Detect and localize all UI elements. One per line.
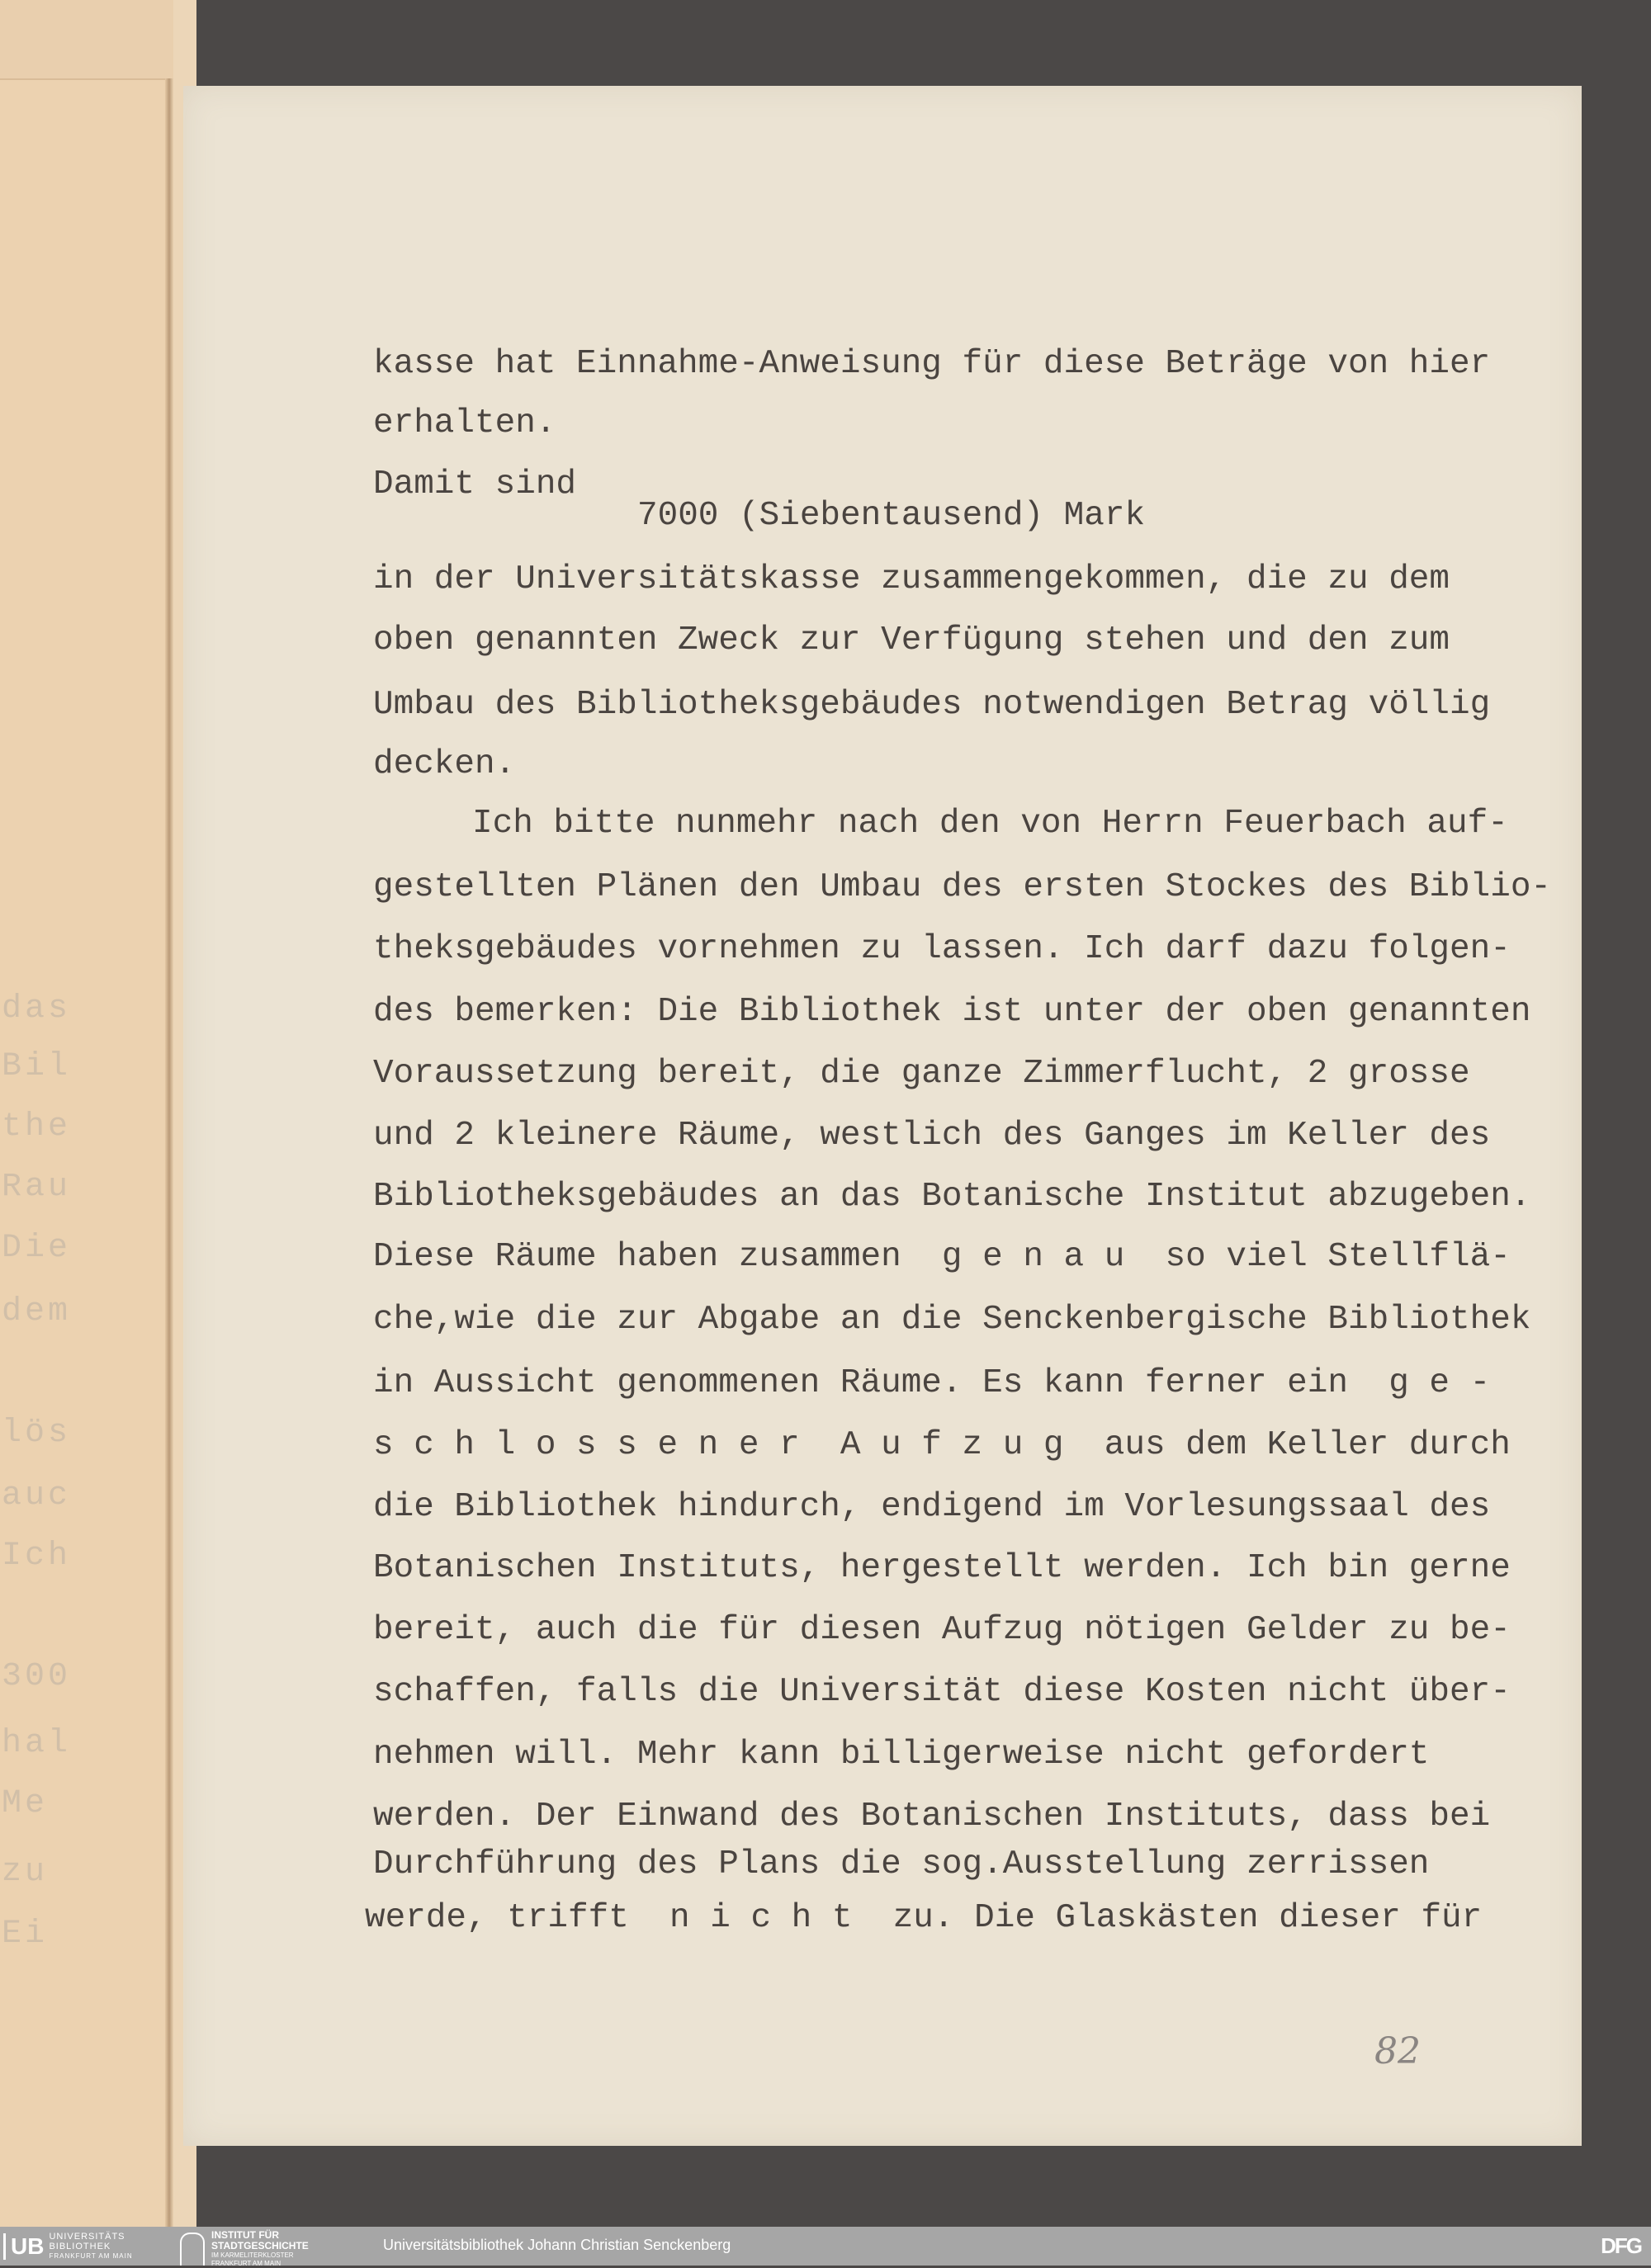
ub-text-line: FRANKFURT AM MAIN — [49, 2252, 133, 2260]
bleed-through-fragment: Ei — [2, 1916, 49, 1953]
bleed-through-fragment: dem — [2, 1293, 72, 1330]
typed-line: des bemerken: Die Bibliothek ist unter der oben genannten — [373, 993, 1531, 1031]
isg-logo-text — [211, 2230, 309, 2268]
typed-line: decken. — [373, 745, 516, 783]
isg-logo[interactable] — [180, 2230, 309, 2268]
typed-line: bereit, auch die für diesen Aufzug nötigen Gelder zu be- — [373, 1611, 1511, 1649]
bleed-through-fragment: hal — [2, 1725, 72, 1762]
ub-logo-text — [49, 2232, 132, 2261]
typed-line: gestellten Plänen den Umbau des ersten Stockes des Biblio- — [373, 868, 1552, 906]
typed-line: oben genannten Zweck zur Verfügung stehen und den zum — [373, 621, 1450, 659]
typed-line: 7000 (Siebentausend) Mark — [637, 497, 1146, 535]
bleed-through-fragment: lös — [2, 1415, 72, 1452]
typed-line: Umbau des Bibliotheksgebäudes notwendigen Betrag völlig — [373, 686, 1491, 724]
isg-text-line: STADTGESCHICHTE — [211, 2240, 309, 2251]
typed-line: in der Universitätskasse zusammengekommen, die zu dem — [373, 560, 1450, 598]
typed-line: Botanischen Instituts, hergestellt werden. Ich bin gerne — [373, 1549, 1511, 1587]
backing-page-top — [0, 0, 196, 80]
typed-line: nehmen will. Mehr kann billigerweise nicht gefordert — [373, 1736, 1430, 1774]
typed-line: werde, trifft n i c h t zu. Die Glaskästen dieser für — [365, 1899, 1483, 1937]
isg-text-line: IM KARMELITERKLOSTER — [211, 2251, 294, 2259]
ub-text-line: UNIVERSITÄTS — [49, 2232, 125, 2242]
isg-text-line: FRANKFURT AM MAIN — [211, 2260, 281, 2267]
typed-line: Bibliotheksgebäudes an das Botanische Institut abzugeben. — [373, 1178, 1531, 1216]
typed-line: erhalten. — [373, 404, 556, 442]
typed-line: werden. Der Einwand des Botanischen Instituts, dass bei — [373, 1798, 1491, 1836]
typed-line: Ich bitte nunmehr nach den von Herrn Feuerbach auf- — [472, 805, 1508, 843]
bleed-through-fragment: Die — [2, 1230, 72, 1267]
typed-line: che,wie die zur Abgabe an die Senckenbergische Bibliothek — [373, 1301, 1531, 1339]
ub-logo-mark: UB — [3, 2233, 44, 2260]
bleed-through-fragment: auc — [2, 1477, 72, 1514]
typed-line: schaffen, falls die Universität diese Kosten nicht über- — [373, 1673, 1511, 1711]
typed-line: die Bibliothek hindurch, endigend im Vorlesungssaal des — [373, 1488, 1491, 1526]
bleed-through-fragment: Me — [2, 1785, 49, 1822]
bleed-through-fragment: Ich — [2, 1538, 72, 1575]
bleed-through-fragment: das — [2, 990, 72, 1028]
arch-icon — [180, 2233, 205, 2266]
typed-line: kasse hat Einnahme-Anweisung für diese Beträge von hier — [373, 345, 1491, 383]
ub-text-line: BIBLIOTHEK — [49, 2242, 111, 2251]
footer-bar — [0, 2227, 1651, 2266]
bleed-through-fragment: the — [2, 1108, 72, 1146]
typed-line: theksgebäudes vornehmen zu lassen. Ich darf dazu folgen- — [373, 930, 1511, 968]
typed-line: Voraussetzung bereit, die ganze Zimmerflucht, 2 grosse — [373, 1055, 1470, 1093]
bleed-through-fragment: Rau — [2, 1169, 72, 1206]
typed-line: Durchführung des Plans die sog.Ausstellung zerrissen — [373, 1845, 1430, 1883]
bleed-through-fragment: 300 — [2, 1658, 72, 1695]
typed-line: Damit sind — [373, 465, 577, 503]
handwritten-page-number: 82 — [1374, 2030, 1421, 2072]
typed-line: in Aussicht genommenen Räume. Es kann ferner ein g e - — [373, 1364, 1491, 1402]
isg-text-line: INSTITUT FÜR — [211, 2229, 279, 2241]
bleed-through-fragment: zu — [2, 1854, 49, 1891]
library-name-link[interactable]: Universitätsbibliothek Johann Christian Senckenberg — [383, 2237, 731, 2253]
typed-line: und 2 kleinere Räume, westlich des Ganges im Keller des — [373, 1117, 1491, 1155]
dfg-logo[interactable]: DFG — [1601, 2233, 1641, 2258]
ub-logo[interactable] — [3, 2230, 133, 2263]
typed-line: Diese Räume haben zusammen g e n a u so viel Stellflä- — [373, 1238, 1511, 1276]
typed-line: s c h l o s s e n e r A u f z u g aus dem Keller durch — [373, 1426, 1511, 1464]
bleed-through-fragment: Bil — [2, 1048, 72, 1085]
page-fold-edge — [165, 78, 173, 2228]
